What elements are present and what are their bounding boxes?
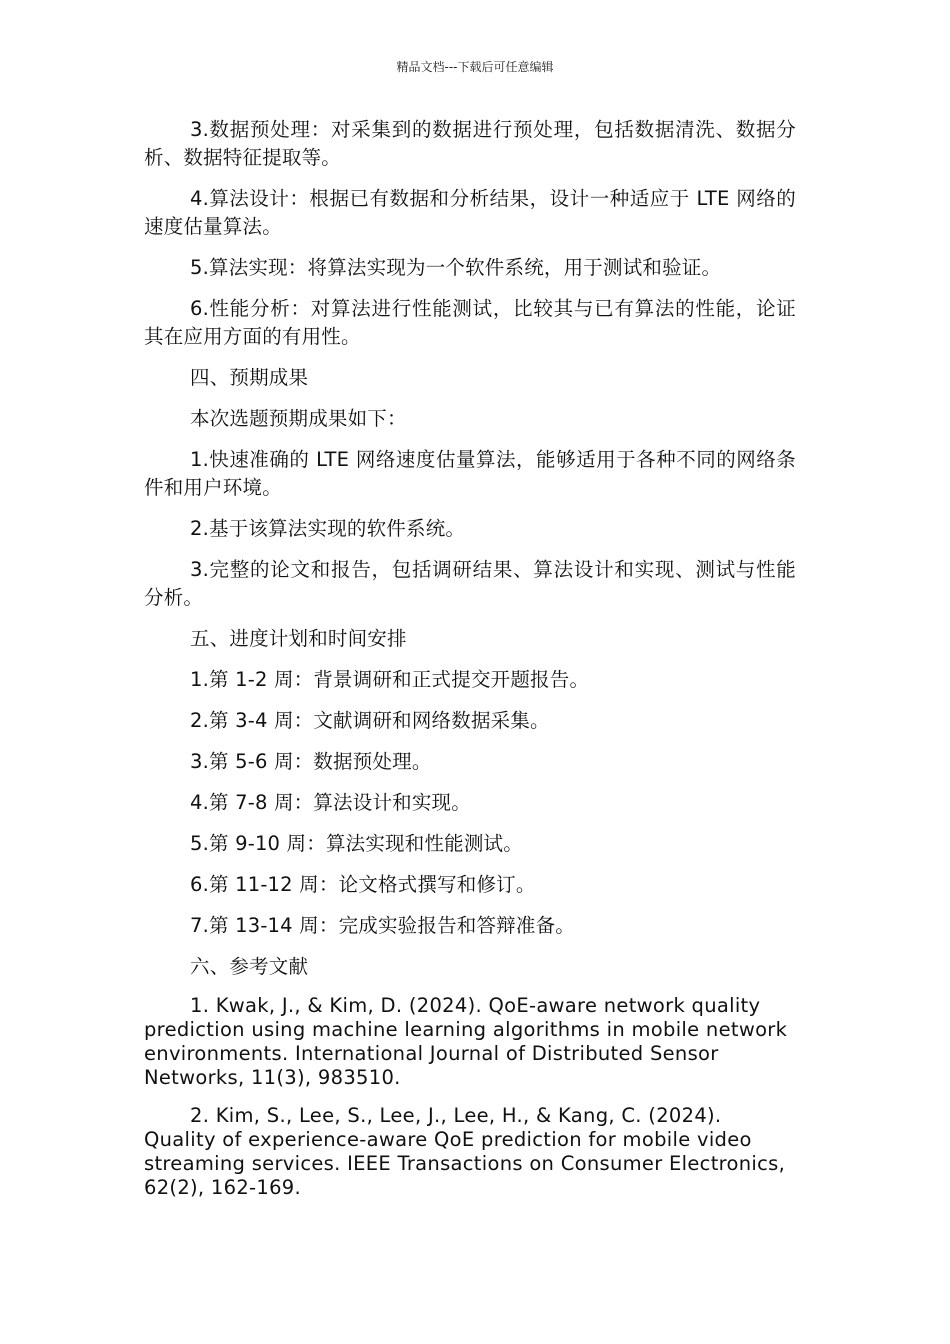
schedule-item-1: 1.第 1-2 周：背景调研和正式提交开题报告。 [190, 668, 590, 691]
step-algorithm-implementation: 5.算法实现：将算法实现为一个软件系统，用于测试和验证。 [190, 256, 722, 279]
expected-result-3: 3.完整的论文和报告，包括调研结果、算法设计和实现、测试与性能分析。 [144, 558, 796, 609]
reference-1: 1. Kwak, J., & Kim, D. (2024). QoE-aware network quality prediction using machine learning algorithms in mobile network environments. International Journal of Distributed Sensor Networks, 11(3), 983510. [144, 994, 788, 1089]
expected-result-1: 1.快速准确的 LTE 网络速度估量算法，能够适用于各种不同的网络条件和用户环境。 [144, 448, 796, 499]
schedule-item-5: 5.第 9-10 周：算法实现和性能测试。 [190, 832, 523, 855]
document-body [144, 116, 796, 1214]
section-heading-references: 六、参考文献 [190, 955, 309, 978]
reference-2: 2. Kim, S., Lee, S., Lee, J., Lee, H., & Kang, C. (2024). Quality of experience-aware QoE prediction for mobile video streaming services. IEEE Transactions on Consumer Electronics, 62(2), 162-169. [144, 1104, 786, 1199]
schedule-item-4: 4.第 7-8 周：算法设计和实现。 [190, 791, 471, 814]
step-performance-analysis: 6.性能分析：对算法进行性能测试，比较其与已有算法的性能，论证其在应用方面的有用性。 [144, 297, 796, 348]
step-algorithm-design: 4.算法设计：根据已有数据和分析结果，设计一种适应于 LTE 网络的速度估量算法。 [144, 187, 796, 238]
section-heading-schedule: 五、进度计划和时间安排 [190, 627, 407, 650]
page-header: 精品文档---下载后可任意编辑 [396, 60, 554, 74]
schedule-item-6: 6.第 11-12 周：论文格式撰写和修订。 [190, 873, 536, 896]
schedule-item-3: 3.第 5-6 周：数据预处理。 [190, 750, 432, 773]
expected-results-intro: 本次选题预期成果如下： [190, 407, 407, 430]
step-data-preprocessing: 3.数据预处理：对采集到的数据进行预处理，包括数据清洗、数据分析、数据特征提取等。 [144, 118, 796, 169]
schedule-item-2: 2.第 3-4 周：文献调研和网络数据采集。 [190, 709, 550, 732]
section-heading-expected-results: 四、预期成果 [190, 366, 309, 389]
schedule-item-7: 7.第 13-14 周：完成实验报告和答辩准备。 [190, 914, 575, 937]
expected-result-2: 2.基于该算法实现的软件系统。 [190, 517, 466, 540]
